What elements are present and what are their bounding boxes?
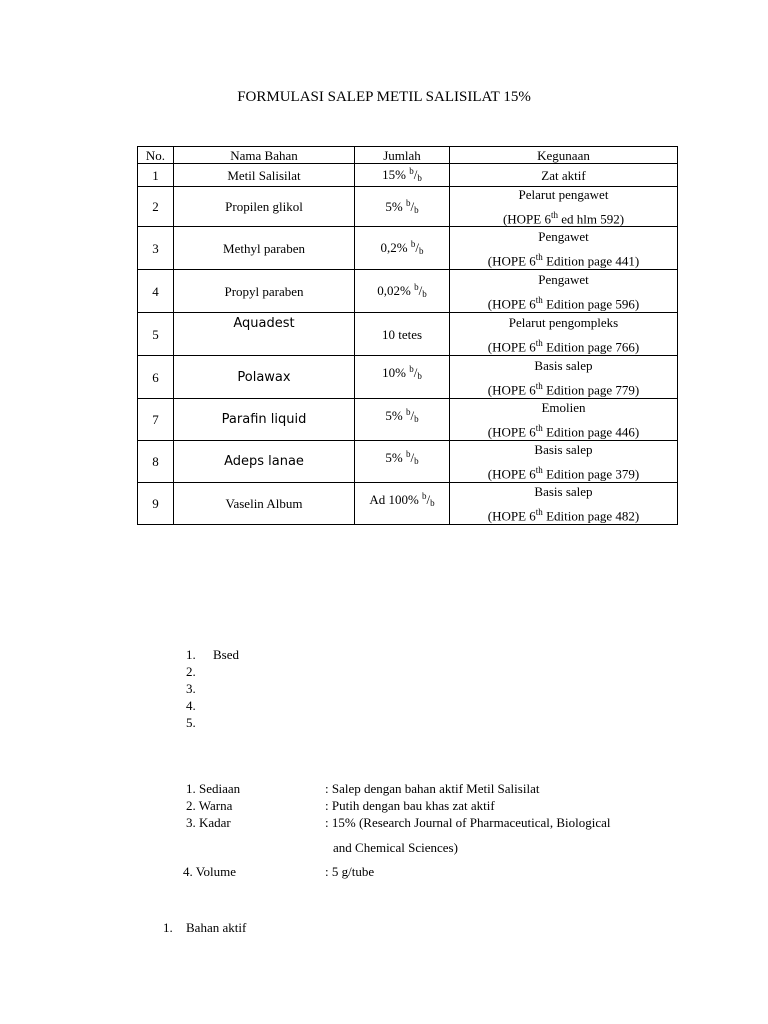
cell-nama-bahan: Propyl paraben xyxy=(174,270,355,313)
citation-prefix: (HOPE 6 xyxy=(502,211,551,227)
kegunaan-label: Zat aktif xyxy=(541,167,586,183)
cell-kegunaan xyxy=(450,270,678,313)
cell-jumlah: 5% $^b/_b$ xyxy=(355,399,450,441)
fraction-numerator: b xyxy=(410,239,416,250)
fraction-denominator: b xyxy=(417,371,422,382)
reference-citation xyxy=(452,208,675,226)
fraction-denominator: b xyxy=(422,289,427,300)
fraction-denominator: b xyxy=(414,456,419,467)
list-item-number: 3. xyxy=(186,681,196,696)
table-row xyxy=(138,270,678,313)
spec-value: : Putih dengan bau khas zat aktif xyxy=(325,798,495,813)
fraction-denominator: b xyxy=(430,498,435,509)
fraction-denominator: b xyxy=(417,173,422,183)
citation-prefix: (HOPE 6 xyxy=(487,252,536,268)
jumlah-value: 15% xyxy=(382,167,406,182)
citation-suffix: Edition page 596) xyxy=(542,295,640,311)
spec-value: : Salep dengan bahan aktif Metil Salisilat xyxy=(325,781,540,796)
cell-jumlah: Ad 100% $^b/_b$ xyxy=(355,483,450,525)
cell-nama-bahan: Propilen glikol xyxy=(174,187,355,227)
cell-jumlah: 5% $^b/_b$ xyxy=(355,187,450,227)
cell-kegunaan xyxy=(450,164,678,187)
cell-no: 2 xyxy=(138,187,174,227)
cell-jumlah: 5% $^b/_b$ xyxy=(355,441,450,483)
fraction-numerator: b xyxy=(422,491,427,502)
fraction-numerator: b xyxy=(409,364,414,375)
kegunaan-label: Pengawet xyxy=(538,271,589,287)
document-title: FORMULASI SALEP METIL SALISILAT 15% xyxy=(237,89,531,105)
citation-superscript: th xyxy=(535,423,543,434)
spec-label: 3. Kadar xyxy=(186,815,231,830)
cell-nama-bahan: Metil Salisilat xyxy=(174,164,355,187)
kegunaan-label: Basis salep xyxy=(534,357,593,373)
jumlah-value: Ad 100% xyxy=(369,492,419,508)
fraction-numerator: b xyxy=(405,407,411,418)
fraction-denominator: b xyxy=(414,414,419,425)
jumlah-value: 10 tetes xyxy=(381,326,423,342)
cell-jumlah: 0,2% $^b/_b$ xyxy=(355,227,450,270)
cell-nama-bahan: Vaselin Album xyxy=(174,483,355,525)
fraction-denominator: b xyxy=(414,204,419,215)
table-row xyxy=(138,164,678,187)
cell-jumlah xyxy=(355,313,450,356)
reference-citation xyxy=(452,505,675,523)
citation-suffix: Edition page 441) xyxy=(542,252,640,268)
fraction-numerator: b xyxy=(414,282,419,293)
reference-citation xyxy=(452,336,675,354)
list-item-number: 1. xyxy=(186,647,196,662)
citation-prefix: (HOPE 6 xyxy=(487,338,536,354)
citation-superscript: th xyxy=(535,465,543,476)
reference-citation xyxy=(452,463,675,481)
citation-superscript: th xyxy=(535,294,543,305)
cell-jumlah: 10% $^b/_b$ xyxy=(355,356,450,399)
table-row xyxy=(138,313,678,356)
table-header-row xyxy=(138,147,678,164)
cell-no: 4 xyxy=(138,270,174,313)
cell-kegunaan xyxy=(450,356,678,399)
cell-no: 7 xyxy=(138,399,174,441)
formula-table xyxy=(137,146,678,525)
cell-kegunaan xyxy=(450,187,678,227)
reference-citation xyxy=(452,293,675,311)
reference-citation xyxy=(452,379,675,397)
citation-suffix: Edition page 379) xyxy=(542,466,640,482)
kegunaan-label: Basis salep xyxy=(534,484,593,500)
kegunaan-label: Emolien xyxy=(541,400,586,416)
list-item: Bsed xyxy=(213,647,239,662)
citation-superscript: th xyxy=(550,210,558,220)
jumlah-value: 5% xyxy=(385,198,403,214)
fraction-numerator: b xyxy=(405,197,411,208)
citation-superscript: th xyxy=(535,507,543,518)
citation-suffix: Edition page 779) xyxy=(542,381,640,397)
citation-superscript: th xyxy=(535,251,543,262)
spec-label: 4. Volume xyxy=(183,864,236,879)
header-no: No. xyxy=(138,147,174,164)
cell-nama-bahan: Polawax xyxy=(174,356,355,399)
jumlah-value: 5% xyxy=(385,450,403,466)
table-row xyxy=(138,227,678,270)
jumlah-value: 5% xyxy=(385,408,403,424)
citation-suffix: Edition page 482) xyxy=(542,508,640,524)
list-item-number: 2. xyxy=(186,664,196,679)
header-nama-bahan: Nama Bahan xyxy=(174,147,355,164)
reference-citation xyxy=(452,250,675,268)
jumlah-value: 0,2% xyxy=(380,240,408,256)
cell-no: 9 xyxy=(138,483,174,525)
spec-label: 2. Warna xyxy=(186,798,233,813)
cell-kegunaan xyxy=(450,483,678,525)
table-row xyxy=(138,187,678,227)
table-row xyxy=(138,399,678,441)
jumlah-value: 0,02% xyxy=(377,283,411,299)
cell-kegunaan xyxy=(450,399,678,441)
citation-suffix: ed hlm 592) xyxy=(557,211,625,227)
kegunaan-label: Pelarut pengompleks xyxy=(508,314,619,330)
reference-citation xyxy=(452,421,675,439)
citation-prefix: (HOPE 6 xyxy=(487,381,536,397)
cell-kegunaan xyxy=(450,313,678,356)
jumlah-value: 10% xyxy=(382,365,406,381)
spec-value: : 15% (Research Journal of Pharmaceutical, Biological xyxy=(325,815,611,830)
cell-no: 6 xyxy=(138,356,174,399)
header-kegunaan: Kegunaan xyxy=(450,147,678,164)
spec-label: 1. Sediaan xyxy=(186,781,241,796)
citation-prefix: (HOPE 6 xyxy=(487,424,536,440)
spec-value: and Chemical Sciences) xyxy=(333,840,458,855)
citation-prefix: (HOPE 6 xyxy=(487,508,536,524)
list-item-number: 5. xyxy=(186,715,196,730)
citation-superscript: th xyxy=(535,337,543,348)
cell-no: 8 xyxy=(138,441,174,483)
spec-value: : 5 g/tube xyxy=(325,864,375,879)
cell-jumlah: 15% $^b/_b$ xyxy=(355,164,450,187)
citation-suffix: Edition page 446) xyxy=(542,424,640,440)
header-jumlah: Jumlah xyxy=(355,147,450,164)
cell-kegunaan xyxy=(450,227,678,270)
cell-nama-bahan: Aquadest xyxy=(174,313,355,356)
cell-nama-bahan: Methyl paraben xyxy=(174,227,355,270)
citation-superscript: th xyxy=(535,380,543,391)
section-heading: Bahan aktif xyxy=(186,920,247,935)
section-number: 1. xyxy=(163,920,173,935)
cell-no: 5 xyxy=(138,313,174,356)
kegunaan-label: Basis salep xyxy=(534,442,593,458)
cell-no: 1 xyxy=(138,164,174,187)
citation-suffix: Edition page 766) xyxy=(542,338,640,354)
table-row xyxy=(138,356,678,399)
citation-prefix: (HOPE 6 xyxy=(487,295,536,311)
table-row xyxy=(138,483,678,525)
cell-kegunaan xyxy=(450,441,678,483)
kegunaan-label: Pelarut pengawet xyxy=(518,187,609,202)
cell-nama-bahan: Parafin liquid xyxy=(174,399,355,441)
citation-prefix: (HOPE 6 xyxy=(487,466,536,482)
fraction-numerator: b xyxy=(409,166,414,176)
table-row xyxy=(138,441,678,483)
cell-jumlah: 0,02% $^b/_b$ xyxy=(355,270,450,313)
fraction-denominator: b xyxy=(418,246,424,257)
kegunaan-label: Pengawet xyxy=(538,228,589,244)
list-item-number: 4. xyxy=(186,698,196,713)
cell-nama-bahan: Adeps lanae xyxy=(174,441,355,483)
cell-no: 3 xyxy=(138,227,174,270)
fraction-numerator: b xyxy=(405,449,411,460)
